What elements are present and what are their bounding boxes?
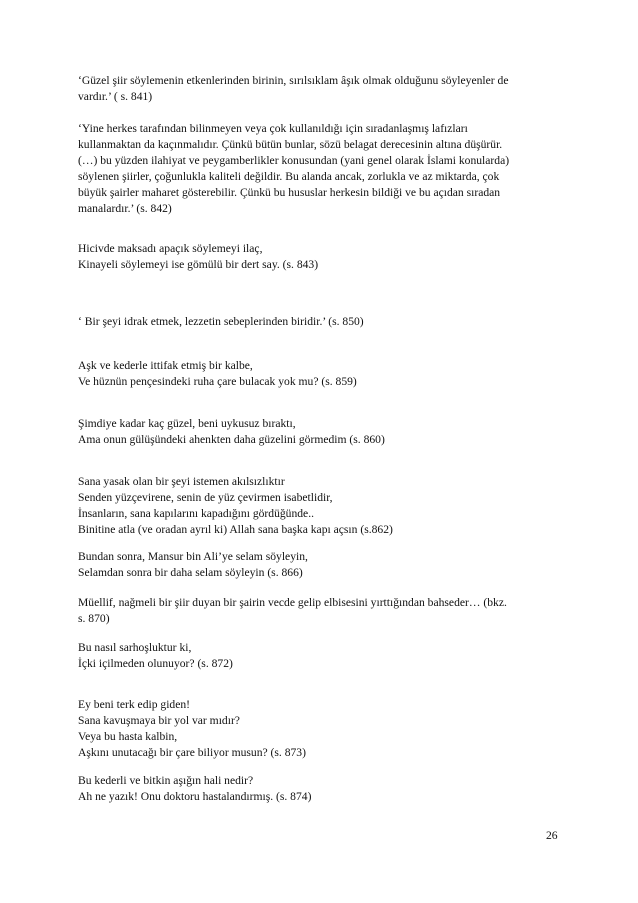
text-line: ‘ Bir şeyi idrak etmek, lezzetin sebeplerinden biridir.’ (s. 850) — [78, 315, 364, 328]
text-line: Bu nasıl sarhoşluktur ki, — [78, 641, 192, 654]
paragraph-5 — [78, 358, 568, 390]
text-line: Müellif, nağmeli bir şiir duyan bir şairin vecde gelip elbisesini yırttığından bahseder… (bkz. — [78, 596, 507, 609]
text-line: Aşkını unutacağı bir çare biliyor musun? (s. 873) — [78, 746, 306, 759]
text-line: söylenen şiirler, çoğunlukla kaliteli değildir. Bu alanda ancak, zorlukla ve az miktarda, çok — [78, 170, 500, 183]
text-line: Sana yasak olan bir şeyi istemen akılsızlıktır — [78, 475, 285, 488]
text-line: Bundan sonra, Mansur bin Ali’ye selam söyleyin, — [78, 550, 308, 563]
paragraph-10 — [78, 640, 568, 672]
text-line: Kinayeli söylemeyi ise gömülü bir dert say. (s. 843) — [78, 258, 319, 271]
paragraph-11 — [78, 697, 568, 761]
page-number: 26 — [546, 829, 558, 842]
text-line: Şimdiye kadar kaç güzel, beni uykusuz bıraktı, — [78, 417, 296, 430]
text-line: kullanmaktan da kaçınmalıdır. Çünkü bütün bunlar, sözü belagat derecesinin altına düşürür. — [78, 138, 503, 151]
text-line: Ey beni terk edip giden! — [78, 698, 191, 711]
paragraph-2 — [78, 121, 568, 217]
text-line: ‘Güzel şiir söylemenin etkenlerinden birinin, sırılsıklam âşık olmak olduğunu söyleyenler de — [78, 74, 509, 87]
text-line: Sana kavuşmaya bir yol var mıdır? — [78, 714, 240, 727]
text-line: manalardır.’ (s. 842) — [78, 202, 172, 215]
text-line: büyük şairler maharet gösterebilir. Çünkü bu hususlar herkesin bildiği ve bu açıdan sıradan — [78, 186, 501, 199]
text-line: Ah ne yazık! Onu doktoru hastalandırmış. (s. 874) — [78, 790, 312, 803]
paragraph-6 — [78, 416, 568, 448]
text-line: Binitine atla (ve oradan ayrıl ki) Allah sana başka kapı açsın (s.862) — [78, 523, 393, 536]
text-line: İnsanların, sana kapılarını kapadığını gördüğünde.. — [78, 507, 314, 520]
text-line: Hicivde maksadı apaçık söylemeyi ilaç, — [78, 242, 263, 255]
text-line: Ama onun gülüşündeki ahenkten daha güzelini görmedim (s. 860) — [78, 433, 385, 446]
paragraph-7 — [78, 474, 568, 538]
text-line: Veya bu hasta kalbin, — [78, 730, 178, 743]
text-line: Bu kederli ve bitkin aşığın hali nedir? — [78, 774, 254, 787]
text-line: (…) bu yüzden ilahiyat ve peygamberlikler konusundan (yani genel olarak İslami konularda) — [78, 154, 510, 167]
paragraph-3 — [78, 241, 568, 273]
text-line: s. 870) — [78, 612, 110, 625]
text-line: Aşk ve kederle ittifak etmiş bir kalbe, — [78, 359, 253, 372]
paragraph-12 — [78, 773, 568, 805]
text-line: ‘Yine herkes tarafından bilinmeyen veya çok kullanıldığı için sıradanlaşmış lafızları — [78, 122, 468, 135]
paragraph-4 — [78, 314, 568, 330]
text-line: vardır.’ ( s. 841) — [78, 90, 153, 103]
paragraph-9 — [78, 595, 568, 627]
text-line: Ve hüznün pençesindeki ruha çare bulacak yok mu? (s. 859) — [78, 375, 357, 388]
text-line: İçki içilmeden olunuyor? (s. 872) — [78, 657, 233, 670]
text-line: Selamdan sonra bir daha selam söyleyin (s. 866) — [78, 566, 303, 579]
text-line: Senden yüzçevirene, senin de yüz çevirmen isabetlidir, — [78, 491, 333, 504]
paragraph-1 — [78, 73, 568, 105]
paragraph-8 — [78, 549, 568, 581]
